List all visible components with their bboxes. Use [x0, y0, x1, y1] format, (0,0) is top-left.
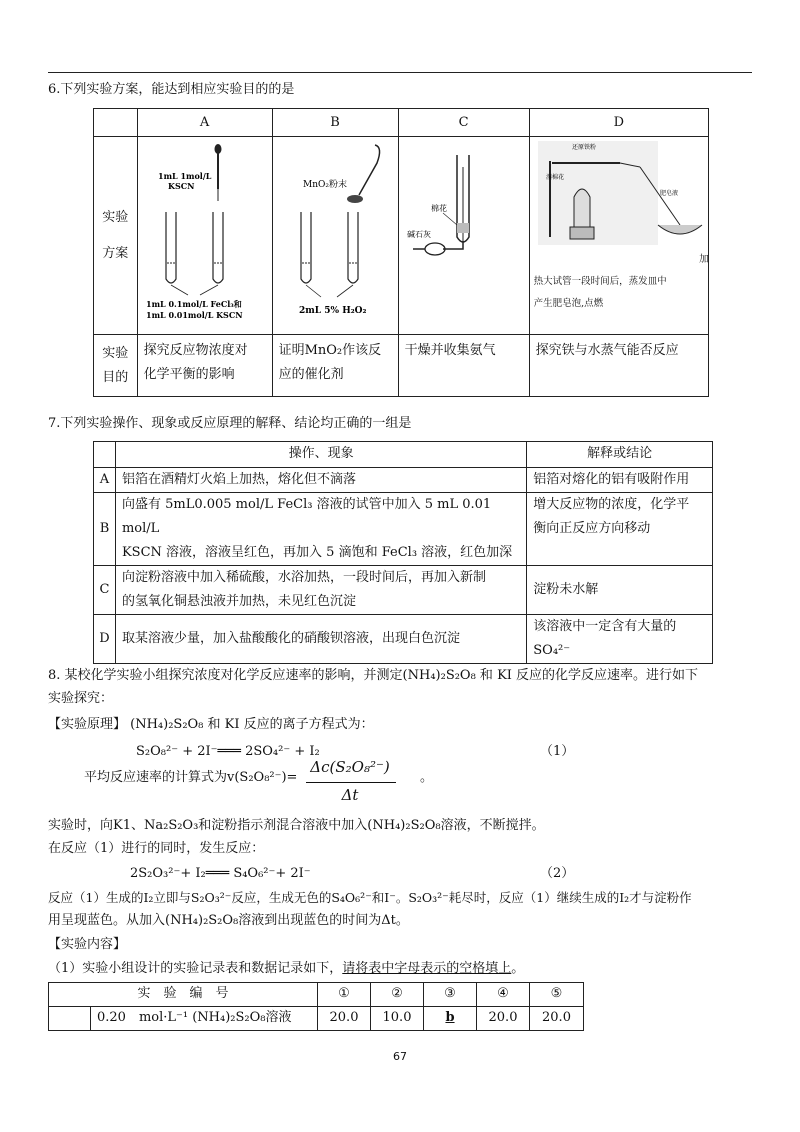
q8-eq1-no: （1） [540, 744, 575, 759]
q6-purpose-c: 干燥并收集氨气 [398, 335, 529, 397]
c-label-cotton: 棉花 [430, 204, 447, 213]
d-label-soap: 肥皂液 [659, 190, 678, 197]
b-label-bot: 2mL 5% H₂O₂ [298, 306, 366, 316]
q8-exp1: 实验时，向K1、Na₂S₂O₃和淀粉指示剂混合溶液中加入(NH₄)₂S₂O₈溶液，不断搅拌。 [48, 818, 545, 833]
q8-eq2-no: （2） [540, 866, 575, 881]
header-rule [48, 72, 752, 73]
q8-exp2: 在反应（1）进行的同时，发生反应： [48, 841, 265, 856]
q6-col-a: A [137, 109, 272, 137]
q7-stem: 7.下列实验操作、现象或反应原理的解释、结论均正确的一组是 [48, 416, 412, 431]
q8-exp4: 用呈现蓝色。从加入(NH₄)₂S₂O₈溶液到出现蓝色的时间为Δt。 [48, 913, 409, 928]
q6-apparatus-a [137, 137, 272, 335]
q7-header-op: 操作、现象 [115, 442, 526, 468]
q6-purpose-a: 探究反应物浓度对 化学平衡的影响 [137, 335, 272, 397]
q6-purpose-d: 探究铁与水蒸气能否反应 [529, 335, 708, 397]
table-row: 0.20 mol·L⁻¹ (NH₄)₂S₂O₈溶液 20.0 10.0 b 20.0 20.0 [49, 1007, 584, 1031]
q6-purpose-b: 证明MnO₂作该反 应的催化剂 [272, 335, 398, 397]
table-row: A 铝箔在酒精灯火焰上加热，熔化但不滴落 铝箔对熔化的铝有吸附作用 [94, 468, 713, 493]
q6-apparatus-c [398, 137, 529, 335]
q8-table-header: 实 验 编 号 [49, 983, 318, 1007]
table-row: B 向盛有 5mL0.005 mol/L FeCl₃ 溶液的试管中加入 5 mL 0.01 mol/L KSCN 溶液，溶液呈红色，再加入 5 滴饱和 FeCl₃ 溶液，红色加深 增大反应物的浓度，化学平 衡向正反应方向移动 [94, 493, 713, 566]
q6-apparatus-b [272, 137, 398, 335]
q7-table [93, 441, 713, 664]
d-label-iron: 还原铁粉 [571, 144, 596, 151]
q8-exp3: 反应（1）生成的I₂立即与S₂O₃²⁻反应，生成无色的S₄O₆²⁻和I⁻。S₂O₃²⁻耗尽时，反应（1）继续生成的I₂才与淀粉作 [48, 890, 692, 905]
blank-b: b [424, 1007, 477, 1031]
q8-record-table: 实 验 编 号 ① ② ③ ④ ⑤ 0.20 mol·L⁻¹ (NH₄)₂S₂O₈溶液 20.0 10.0 b 20.0 20.0 [48, 982, 584, 1031]
q8-rate-end: 。 [420, 770, 434, 785]
q8-principle-head: 【实验原理】 (NH₄)₂S₂O₈ 和 KI 反应的离子方程式为： [48, 717, 374, 732]
fraction-bar [306, 782, 396, 783]
q8-rate-text: 平均反应速率的计算式为v(S₂O₈²⁻)= [84, 770, 298, 785]
b-label-top: MnO₂粉末 [302, 180, 347, 190]
a-label-top1: 1mL 1mol/L [157, 171, 211, 181]
q8-frac-den: Δt [341, 786, 359, 804]
q8-content-head: 【实验内容】 [48, 937, 127, 952]
table-row: D 取某溶液少量，加入盐酸酸化的硝酸钡溶液，出现白色沉淀 该溶液中一定含有大量的 SO₄²⁻ [94, 615, 713, 664]
q6-apparatus-d: 还原铁粉 湿棉花 肥皂液 加 热大试管一段时间后，蒸发皿中 产生肥皂泡,点燃 [529, 137, 708, 335]
q8-frac-num: Δc(S₂O₈²⁻) [310, 758, 390, 776]
a-label-bot2: 1mL 0.01mol/L KSCN [145, 310, 243, 320]
q6-col-d: D [529, 109, 708, 137]
q6-scheme-label: 实验 方案 [94, 137, 138, 335]
q8-eq2: 2S₂O₃²⁻+ I₂═══ S₄O₆²⁻+ 2I⁻ [130, 866, 311, 881]
q8-eq1: S₂O₈²⁻ + 2I⁻═══ 2SO₄²⁻ + I₂ [136, 744, 320, 759]
q7-header-concl: 解释或结论 [527, 442, 713, 468]
q6-table [93, 108, 709, 397]
q8-line2: 实验探究： [48, 691, 114, 706]
q6-col-c: C [398, 109, 529, 137]
q8-line1: 8. 某校化学实验小组探究浓度对化学反应速率的影响，并测定(NH₄)₂S₂O₈ 和 KI 反应的化学反应速率。进行如下 [48, 668, 699, 683]
a-label-bot1: 1mL 0.1mol/L FeCl₃和 [145, 299, 242, 309]
d-label-wet: 湿棉花 [545, 174, 564, 181]
q6-stem: 6.下列实验方案，能达到相应实验目的的是 [48, 82, 295, 97]
q6-purpose-label: 实验 目的 [94, 335, 138, 397]
q6-col-b: B [272, 109, 398, 137]
a-label-top2: KSCN [167, 181, 194, 191]
page-number: 67 [393, 1050, 407, 1063]
table-row: C 向淀粉溶液中加入稀硫酸，水浴加热，一段时间后，再加入新制 的氢氧化铜悬浊液并加热，未见红色沉淀 淀粉未水解 [94, 566, 713, 615]
c-label-lime: 碱石灰 [406, 230, 431, 239]
q8-task: （1）实验小组设计的实验记录表和数据记录如下，请将表中字母表示的空格填上。 [48, 961, 525, 976]
